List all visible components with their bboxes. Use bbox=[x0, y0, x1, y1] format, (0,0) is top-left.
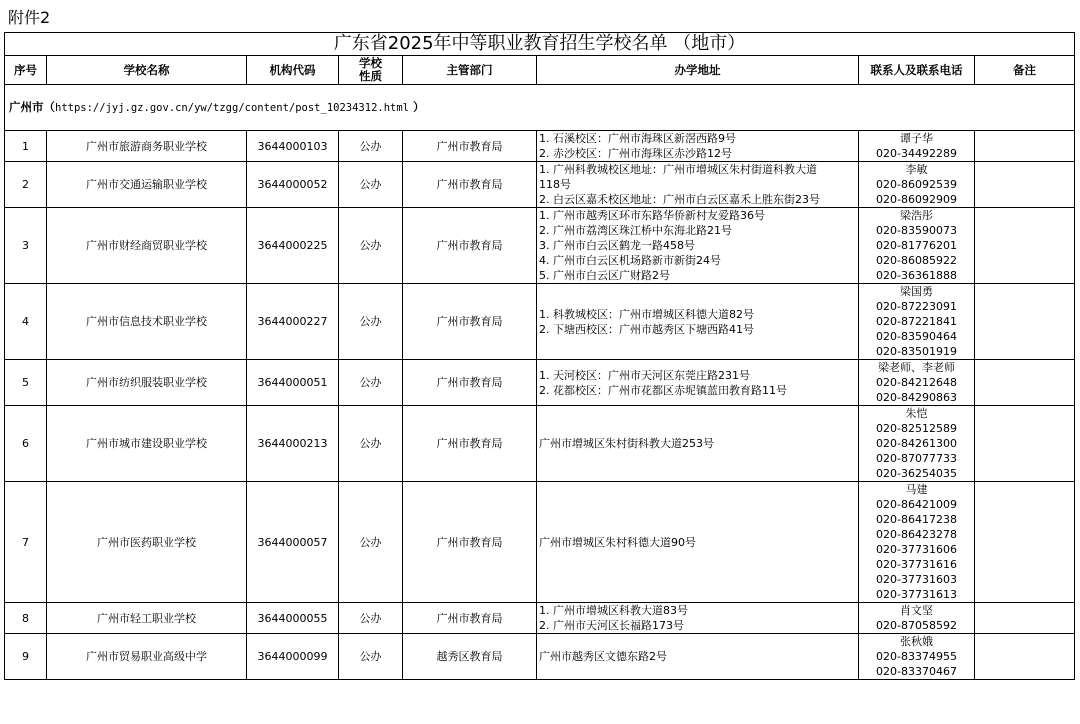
contact-line: 020-84290863 bbox=[876, 391, 957, 404]
contact-line: 020-86421009 bbox=[876, 498, 957, 511]
row-index: 1 bbox=[5, 131, 47, 162]
address-line: 2. 花都校区：广州市花都区赤坭镇蓝田教育路11号 bbox=[539, 383, 787, 397]
institution-code: 3644000057 bbox=[247, 482, 339, 603]
contact-line: 020-83501919 bbox=[876, 345, 957, 358]
school-address bbox=[537, 208, 859, 284]
city-url-close: ） bbox=[409, 99, 425, 114]
remarks-cell bbox=[975, 603, 1075, 634]
contact-info bbox=[859, 162, 975, 208]
contact-line: 020-86085922 bbox=[876, 254, 957, 267]
contact-line: 马建 bbox=[905, 483, 928, 496]
header-nature bbox=[339, 56, 403, 85]
header-department: 主管部门 bbox=[403, 56, 537, 85]
school-nature: 公办 bbox=[339, 603, 403, 634]
address-line: 2. 赤沙校区：广州市海珠区赤沙路12号 bbox=[539, 147, 732, 160]
contact-line: 020-86423278 bbox=[876, 528, 957, 541]
school-address bbox=[537, 284, 859, 360]
contact-line: 020-37731613 bbox=[876, 588, 957, 601]
institution-code: 3644000103 bbox=[247, 131, 339, 162]
institution-code: 3644000225 bbox=[247, 208, 339, 284]
school-address bbox=[537, 482, 859, 603]
table-row bbox=[5, 131, 1075, 162]
contact-info bbox=[859, 284, 975, 360]
contact-line: 020-34492289 bbox=[876, 147, 957, 160]
contact-line: 020-82512589 bbox=[876, 422, 957, 435]
contact-line: 020-36254035 bbox=[876, 467, 957, 480]
contact-line: 020-87223091 bbox=[876, 300, 957, 313]
contact-line: 020-37731603 bbox=[876, 573, 957, 586]
supervising-department: 广州市教育局 bbox=[403, 208, 537, 284]
contact-line: 朱恺 bbox=[905, 407, 928, 420]
contact-line: 张秋娥 bbox=[900, 635, 933, 648]
header-contact: 联系人及联系电话 bbox=[859, 56, 975, 85]
contact-line: 肖文坚 bbox=[900, 604, 933, 617]
row-index: 7 bbox=[5, 482, 47, 603]
school-name: 广州市交通运输职业学校 bbox=[47, 162, 247, 208]
row-index: 6 bbox=[5, 406, 47, 482]
supervising-department: 越秀区教育局 bbox=[403, 634, 537, 680]
contact-info bbox=[859, 360, 975, 406]
school-address bbox=[537, 162, 859, 208]
contact-line: 020-87058592 bbox=[876, 619, 957, 632]
contact-line: 020-83590073 bbox=[876, 224, 957, 237]
contact-info bbox=[859, 634, 975, 680]
supervising-department: 广州市教育局 bbox=[403, 131, 537, 162]
table-body bbox=[5, 33, 1075, 680]
address-line: 5. 广州市白云区广财路2号 bbox=[539, 269, 670, 282]
contact-line: 谭子华 bbox=[900, 132, 933, 145]
header-remarks: 备注 bbox=[975, 56, 1075, 85]
school-name: 广州市城市建设职业学校 bbox=[47, 406, 247, 482]
table-title: 广东省2025年中等职业教育招生学校名单 （地市） bbox=[5, 33, 1075, 56]
contact-line: 020-83374955 bbox=[876, 650, 957, 663]
address-line: 3. 广州市白云区鹤龙一路458号 bbox=[539, 239, 695, 252]
address-line: 1. 广州市增城区科教大道83号 bbox=[539, 604, 688, 617]
remarks-cell bbox=[975, 284, 1075, 360]
attachment-label: 附件2 bbox=[8, 8, 51, 27]
contact-line: 020-84212648 bbox=[876, 376, 957, 389]
address-line: 广州市增城区朱村科德大道90号 bbox=[539, 535, 696, 549]
school-name: 广州市纺织服装职业学校 bbox=[47, 360, 247, 406]
remarks-cell bbox=[975, 482, 1075, 603]
supervising-department: 广州市教育局 bbox=[403, 360, 537, 406]
supervising-department: 广州市教育局 bbox=[403, 284, 537, 360]
header-row bbox=[5, 56, 1075, 85]
contact-line: 梁浩彤 bbox=[900, 209, 933, 222]
city-url-link[interactable]: https://jyj.gz.gov.cn/yw/tzgg/content/post_10234312.html bbox=[55, 101, 410, 114]
school-address bbox=[537, 360, 859, 406]
address-line: 2. 白云区嘉禾校区地址：广州市白云区嘉禾上胜东街23号 bbox=[539, 193, 820, 206]
school-name: 广州市轻工职业学校 bbox=[47, 603, 247, 634]
school-list-table bbox=[4, 32, 1075, 680]
school-name: 广州市信息技术职业学校 bbox=[47, 284, 247, 360]
table-row bbox=[5, 482, 1075, 603]
contact-line: 梁老师、李老师 bbox=[878, 361, 955, 374]
school-nature: 公办 bbox=[339, 131, 403, 162]
school-name: 广州市贸易职业高级中学 bbox=[47, 634, 247, 680]
institution-code: 3644000051 bbox=[247, 360, 339, 406]
address-line: 1. 广州市越秀区环市东路华侨新村友爱路36号 bbox=[539, 209, 765, 222]
address-line: 广州市增城区朱村街科教大道253号 bbox=[539, 437, 714, 450]
contact-line: 020-87221841 bbox=[876, 315, 957, 328]
row-index: 2 bbox=[5, 162, 47, 208]
remarks-cell bbox=[975, 406, 1075, 482]
supervising-department: 广州市教育局 bbox=[403, 162, 537, 208]
supervising-department: 广州市教育局 bbox=[403, 603, 537, 634]
address-line: 2. 广州市天河区长福路173号 bbox=[539, 619, 684, 632]
school-nature: 公办 bbox=[339, 360, 403, 406]
contact-line: 020-37731616 bbox=[876, 558, 957, 571]
address-line: 118号 bbox=[539, 178, 571, 191]
city-url-open: （ bbox=[43, 99, 55, 114]
city-name: 广州市 bbox=[9, 99, 44, 114]
city-cell bbox=[5, 85, 1075, 131]
school-address bbox=[537, 634, 859, 680]
address-line: 1. 天河校区：广州市天河区东莞庄路231号 bbox=[539, 368, 750, 382]
contact-line: 020-86092539 bbox=[876, 178, 957, 191]
table-row bbox=[5, 284, 1075, 360]
school-nature: 公办 bbox=[339, 162, 403, 208]
supervising-department: 广州市教育局 bbox=[403, 482, 537, 603]
address-line: 2. 下塘西校区：广州市越秀区下塘西路41号 bbox=[539, 322, 754, 336]
school-nature: 公办 bbox=[339, 634, 403, 680]
address-line: 2. 广州市荔湾区珠江桥中东海北路21号 bbox=[539, 224, 732, 237]
school-address bbox=[537, 406, 859, 482]
institution-code: 3644000052 bbox=[247, 162, 339, 208]
address-line: 1. 科教城校区：广州市增城区科德大道82号 bbox=[539, 307, 754, 321]
contact-line: 020-83370467 bbox=[876, 665, 957, 678]
school-name: 广州市医药职业学校 bbox=[47, 482, 247, 603]
institution-code: 3644000213 bbox=[247, 406, 339, 482]
institution-code: 3644000055 bbox=[247, 603, 339, 634]
table-row bbox=[5, 360, 1075, 406]
header-nature-line2: 性质 bbox=[359, 69, 382, 83]
contact-line: 020-36361888 bbox=[876, 269, 957, 282]
table-row bbox=[5, 162, 1075, 208]
institution-code: 3644000227 bbox=[247, 284, 339, 360]
table-row bbox=[5, 406, 1075, 482]
school-nature: 公办 bbox=[339, 208, 403, 284]
address-line: 4. 广州市白云区机场路新市新街24号 bbox=[539, 254, 721, 267]
contact-line: 020-86417238 bbox=[876, 513, 957, 526]
contact-line: 020-84261300 bbox=[876, 437, 957, 450]
table-row bbox=[5, 208, 1075, 284]
contact-info bbox=[859, 131, 975, 162]
remarks-cell bbox=[975, 360, 1075, 406]
address-line: 1. 广州科教城校区地址：广州市增城区朱村街道科教大道 bbox=[539, 163, 817, 176]
supervising-department: 广州市教育局 bbox=[403, 406, 537, 482]
school-nature: 公办 bbox=[339, 406, 403, 482]
row-index: 4 bbox=[5, 284, 47, 360]
city-row bbox=[5, 85, 1075, 131]
school-address bbox=[537, 131, 859, 162]
header-code: 机构代码 bbox=[247, 56, 339, 85]
contact-line: 020-81776201 bbox=[876, 239, 957, 252]
school-nature: 公办 bbox=[339, 482, 403, 603]
header-index: 序号 bbox=[5, 56, 47, 85]
school-nature: 公办 bbox=[339, 284, 403, 360]
contact-info bbox=[859, 603, 975, 634]
contact-info bbox=[859, 208, 975, 284]
remarks-cell bbox=[975, 208, 1075, 284]
contact-line: 020-87077733 bbox=[876, 452, 957, 465]
header-address: 办学地址 bbox=[537, 56, 859, 85]
contact-line: 020-86092909 bbox=[876, 193, 957, 206]
address-line: 1. 石溪校区：广州市海珠区新滘西路9号 bbox=[539, 132, 736, 145]
institution-code: 3644000099 bbox=[247, 634, 339, 680]
title-row bbox=[5, 33, 1075, 56]
table-row bbox=[5, 634, 1075, 680]
row-index: 5 bbox=[5, 360, 47, 406]
school-name: 广州市财经商贸职业学校 bbox=[47, 208, 247, 284]
header-nature-line1: 学校 bbox=[359, 56, 382, 70]
row-index: 3 bbox=[5, 208, 47, 284]
contact-info bbox=[859, 482, 975, 603]
row-index: 8 bbox=[5, 603, 47, 634]
remarks-cell bbox=[975, 162, 1075, 208]
contact-line: 020-83590464 bbox=[876, 330, 957, 343]
table-row bbox=[5, 603, 1075, 634]
contact-info bbox=[859, 406, 975, 482]
school-name: 广州市旅游商务职业学校 bbox=[47, 131, 247, 162]
school-address bbox=[537, 603, 859, 634]
remarks-cell bbox=[975, 131, 1075, 162]
contact-line: 020-37731606 bbox=[876, 543, 957, 556]
contact-line: 梁国勇 bbox=[900, 285, 933, 298]
row-index: 9 bbox=[5, 634, 47, 680]
header-school-name: 学校名称 bbox=[47, 56, 247, 85]
address-line: 广州市越秀区文德东路2号 bbox=[539, 650, 667, 663]
contact-line: 李敏 bbox=[905, 163, 928, 176]
remarks-cell bbox=[975, 634, 1075, 680]
